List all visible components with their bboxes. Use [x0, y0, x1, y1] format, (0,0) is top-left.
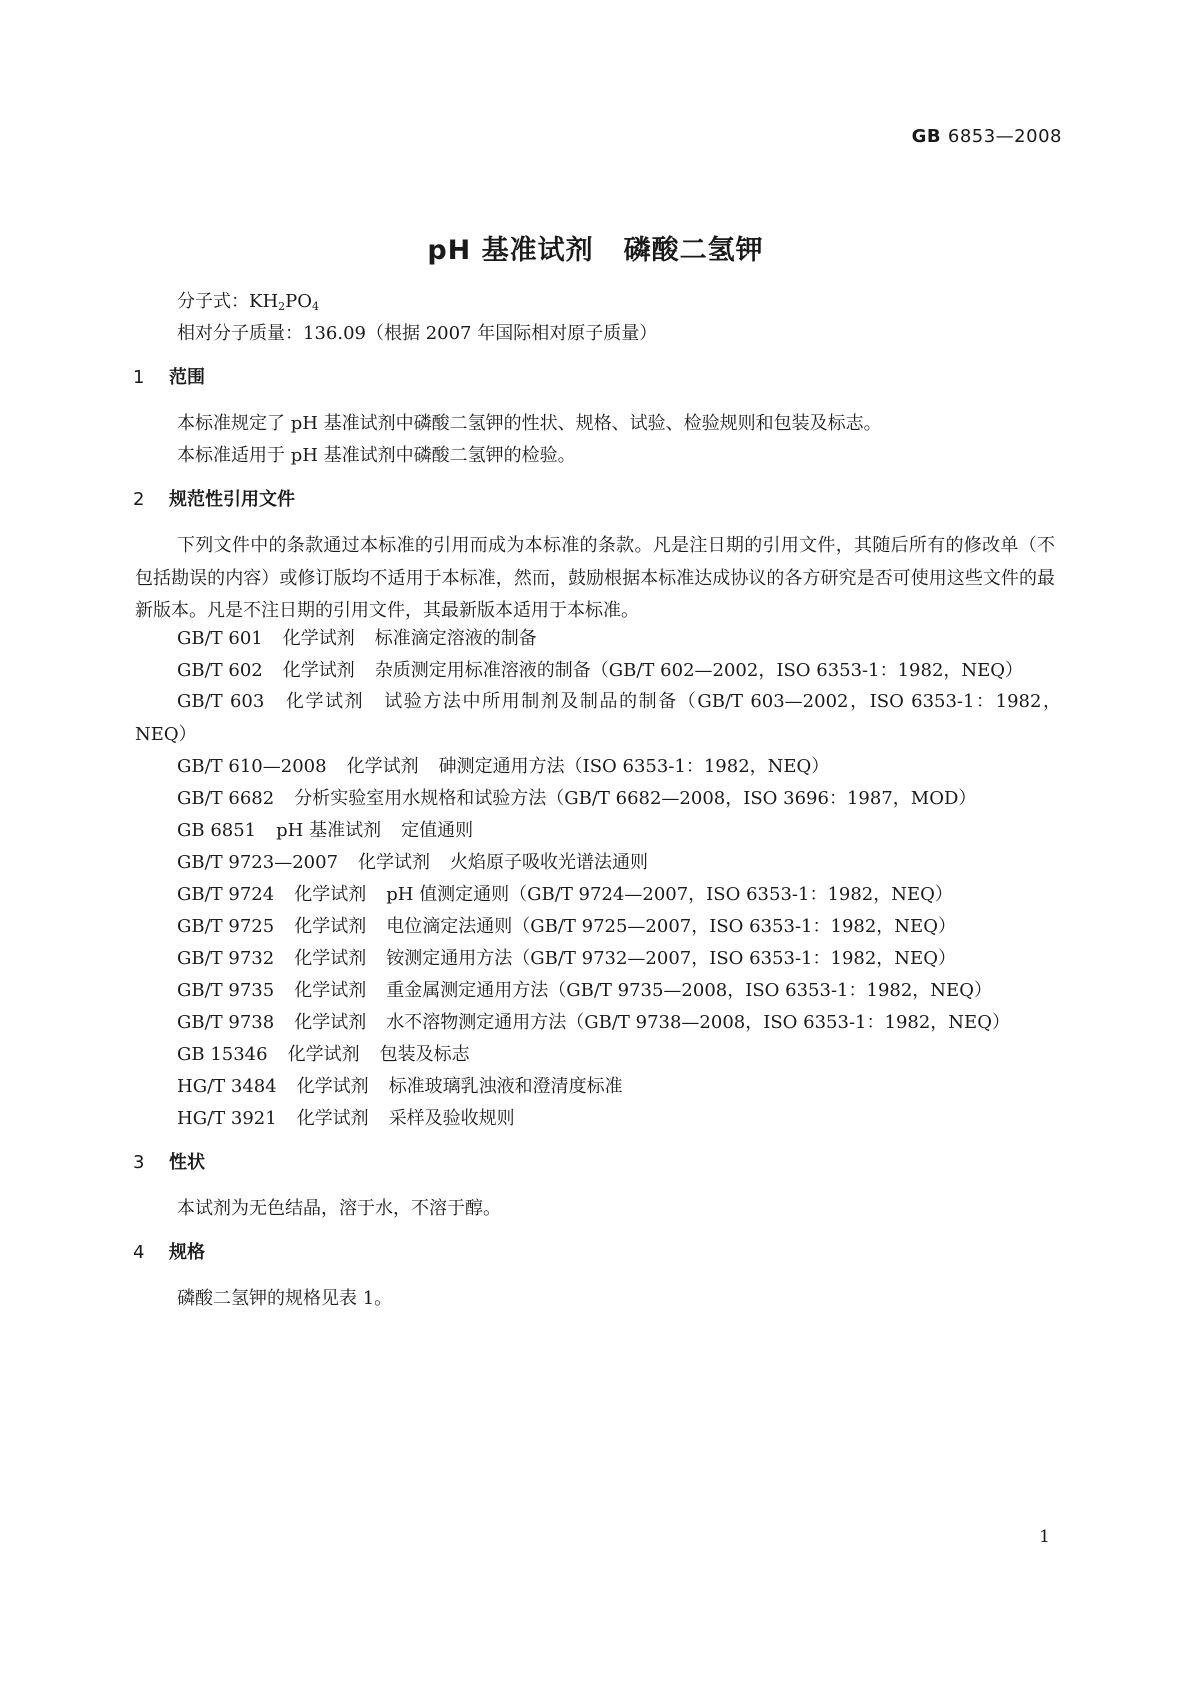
reference-code: GB/T 9738 — [177, 1012, 275, 1033]
reference-code: GB/T 602 — [177, 660, 263, 681]
reference-title: 试验方法中所用制剂及制品的制备（GB/T 603—2002，ISO 6353-1：1982，NEQ） — [135, 691, 1061, 745]
reference-category: 化学试剂 — [282, 660, 355, 681]
section-4-title: 规格 — [169, 1242, 205, 1263]
reference-item — [177, 1011, 1010, 1035]
page-number: 1 — [1039, 1527, 1050, 1547]
reference-item — [177, 1075, 623, 1099]
reference-title: 铵测定通用方法（GB/T 9732—2007，ISO 6353-1：1982，NEQ） — [386, 948, 956, 969]
formula-label: 分子式： — [177, 291, 249, 312]
formula-p: PO — [285, 291, 313, 312]
section-4-heading — [133, 1241, 205, 1265]
section-4-para-1: 磷酸二氢钾的规格见表 1。 — [177, 1288, 393, 1309]
reference-code: GB 15346 — [177, 1044, 268, 1065]
reference-category: 化学试剂 — [346, 756, 419, 777]
formula-k-sub: 2 — [278, 300, 286, 313]
reference-category: 化学试剂 — [287, 1044, 360, 1065]
reference-item — [177, 851, 648, 875]
reference-code: HG/T 3484 — [177, 1076, 277, 1097]
reference-item — [177, 819, 473, 843]
section-3-para-1: 本试剂为无色结晶，溶于水，不溶于醇。 — [177, 1198, 501, 1219]
section-1-number: 1 — [133, 367, 145, 388]
formula-p-sub: 4 — [312, 300, 320, 313]
reference-category: 化学试剂 — [294, 948, 367, 969]
reference-category: 化学试剂 — [358, 852, 431, 873]
reference-code: GB 6851 — [177, 820, 257, 841]
reference-item — [177, 947, 956, 971]
reference-item — [177, 755, 829, 779]
section-3-number: 3 — [133, 1152, 145, 1173]
reference-title: 杂质测定用标准溶液的制备（GB/T 602—2002，ISO 6353-1：1982，NEQ） — [374, 660, 1024, 681]
reference-title: 分析实验室用水规格和试验方法（GB/T 6682—2008，ISO 3696：1987，MOD） — [294, 788, 977, 809]
reference-item — [177, 659, 1023, 683]
reference-item — [177, 915, 956, 939]
formula-k: KH — [249, 291, 279, 312]
section-1-para-1: 本标准规定了 pH 基准试剂中磷酸二氢钾的性状、规格、试验、检验规则和包装及标志。 — [177, 413, 882, 434]
section-2-heading — [133, 488, 295, 512]
reference-title: 火焰原子吸收光谱法通则 — [450, 852, 649, 873]
reference-title: 标准滴定溶液的制备 — [374, 628, 537, 649]
reference-code: GB/T 9732 — [177, 948, 275, 969]
reference-category: 化学试剂 — [294, 1012, 367, 1033]
reference-title: pH 值测定通则（GB/T 9724—2007，ISO 6353-1：1982，NEQ） — [386, 884, 953, 905]
reference-category: pH 基准试剂 — [276, 820, 382, 841]
standard-code: 6853—2008 — [947, 126, 1062, 147]
reference-item — [177, 883, 953, 907]
section-3-title: 性状 — [169, 1152, 205, 1173]
reference-category: 化学试剂 — [294, 884, 367, 905]
section-2-intro: 下列文件中的条款通过本标准的引用而成为本标准的条款。凡是注日期的引用文件，其随后所有的修改单（不包括勘误的内容）或修订版均不适用于本标准，然而，鼓励根据本标准达成协议的各方研究是否可使用这些文件的最新版本。凡是不注日期的引用文件，其最新版本适用于本标准。 — [135, 535, 1055, 621]
reference-title: 标准玻璃乳浊液和澄清度标准 — [388, 1076, 623, 1097]
section-2-number: 2 — [133, 489, 145, 510]
reference-title: 电位滴定法通则（GB/T 9725—2007，ISO 6353-1：1982，NEQ） — [386, 916, 956, 937]
reference-code: GB/T 9725 — [177, 916, 275, 937]
section-4-number: 4 — [133, 1242, 145, 1263]
reference-category: 化学试剂 — [296, 1076, 369, 1097]
section-1-title: 范围 — [169, 367, 205, 388]
reference-code: GB/T 9724 — [177, 884, 275, 905]
reference-title: 重金属测定通用方法（GB/T 9735—2008，ISO 6353-1：1982，NEQ） — [386, 980, 992, 1001]
reference-code: GB/T 610—2008 — [177, 756, 327, 777]
reference-title: 砷测定通用方法（ISO 6353-1：1982，NEQ） — [438, 756, 830, 777]
reference-item — [177, 787, 976, 811]
reference-code: GB/T 9723—2007 — [177, 852, 339, 873]
reference-category: 化学试剂 — [282, 628, 355, 649]
title-part-2: 磷酸二氢钾 — [623, 235, 764, 266]
reference-code: GB/T 9735 — [177, 980, 275, 1001]
reference-item — [177, 979, 992, 1003]
reference-category: 化学试剂 — [284, 691, 365, 712]
reference-category: 化学试剂 — [296, 1108, 369, 1129]
document-title — [0, 228, 1191, 267]
standard-prefix: GB — [911, 126, 942, 147]
reference-code: GB/T 6682 — [177, 788, 275, 809]
molecular-mass: 相对分子质量：136.09（根据 2007 年国际相对原子质量） — [177, 323, 658, 344]
section-3-heading — [133, 1151, 205, 1175]
reference-code: GB/T 601 — [177, 628, 263, 649]
reference-title: 包装及标志 — [379, 1044, 470, 1065]
reference-category: 化学试剂 — [294, 980, 367, 1001]
section-1-para-2: 本标准适用于 pH 基准试剂中磷酸二氢钾的检验。 — [177, 445, 576, 466]
reference-title: 定值通则 — [401, 820, 474, 841]
reference-title: 水不溶物测定通用方法（GB/T 9738—2008，ISO 6353-1：1982，NEQ） — [386, 1012, 1010, 1033]
section-2-title: 规范性引用文件 — [169, 489, 295, 510]
section-1-heading — [133, 366, 205, 390]
reference-item — [135, 686, 1061, 751]
reference-item — [177, 1043, 470, 1067]
reference-item — [177, 627, 537, 651]
molecular-formula — [177, 290, 319, 319]
reference-title: 采样及验收规则 — [388, 1108, 515, 1129]
standard-number — [912, 126, 1062, 147]
reference-item — [177, 1107, 515, 1131]
reference-category: 化学试剂 — [294, 916, 367, 937]
reference-code: HG/T 3921 — [177, 1108, 277, 1129]
title-part-1: pH 基准试剂 — [427, 235, 594, 266]
reference-code: GB/T 603 — [177, 691, 265, 712]
